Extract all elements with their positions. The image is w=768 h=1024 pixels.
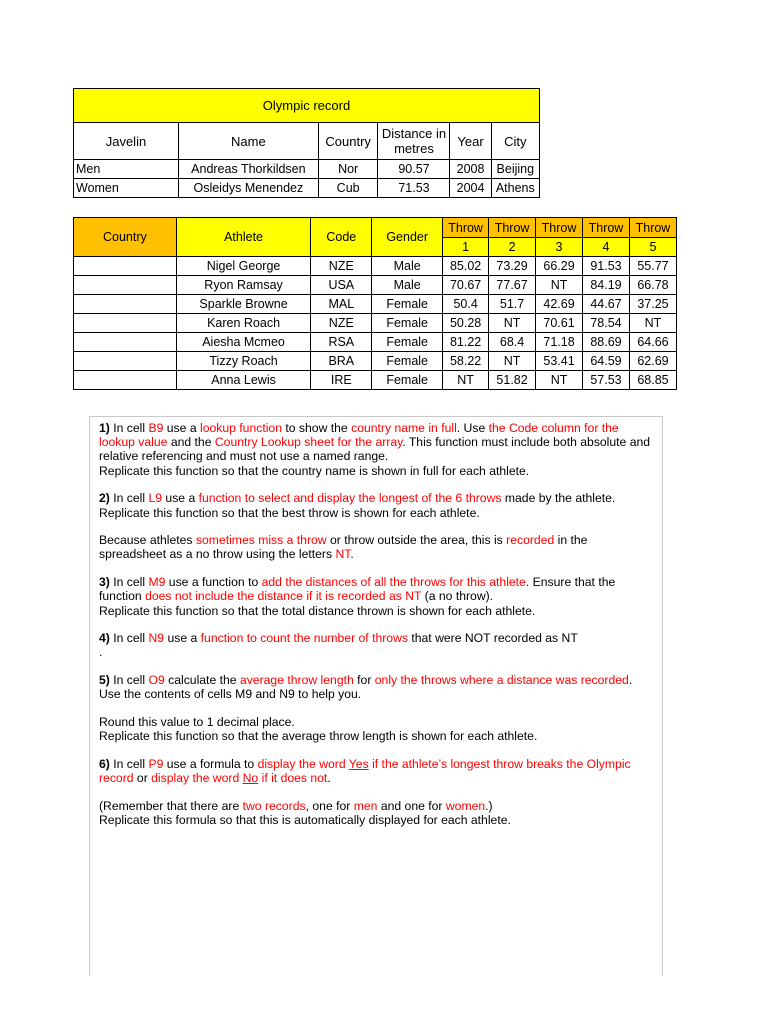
- cell: 88.69: [583, 333, 630, 352]
- cell: RSA: [311, 333, 372, 352]
- cell: 44.67: [583, 295, 630, 314]
- instruction-1: 1) In cell B9 use a lookup function to show the country name in full. Use the Code column for the lookup value and the Country Lookup sheet for the array. This function must include both absolute and relative referencing and must not use a named range. Replicate this function so that the country name is shown in full for each athlete.: [99, 421, 651, 478]
- athlete-row: [74, 314, 677, 333]
- cell: 64.66: [629, 333, 676, 352]
- cell: Beijing: [491, 160, 539, 179]
- record-row-women: [74, 179, 540, 198]
- cell: 70.61: [536, 314, 583, 333]
- instruction-2: 2) In cell L9 use a function to select and display the longest of the 6 throws made by the athlete. Replicate this function so that the best throw is shown for each athlete.: [99, 491, 616, 520]
- header-country: Country: [74, 218, 177, 257]
- cell: 81.22: [443, 333, 489, 352]
- header-name: Name: [178, 123, 318, 160]
- cell: 58.22: [443, 352, 489, 371]
- header-country: Country: [318, 123, 378, 160]
- cell: Karen Roach: [176, 314, 311, 333]
- cell: [74, 276, 177, 295]
- header-city: City: [491, 123, 539, 160]
- cell: Nigel George: [176, 257, 311, 276]
- cell: 37.25: [629, 295, 676, 314]
- cell: Women: [74, 179, 179, 198]
- cell: [74, 333, 177, 352]
- header-gender: Gender: [372, 218, 443, 257]
- cell: 71.53: [378, 179, 450, 198]
- cell: Ryon Ramsay: [176, 276, 311, 295]
- cell: NZE: [311, 257, 372, 276]
- instruction-5-rounding: Round this value to 1 decimal place. Replicate this function so that the average throw length is shown for each athlete.: [99, 715, 538, 744]
- cell: NT: [629, 314, 676, 333]
- throw-number: 1: [443, 238, 489, 257]
- cell: Male: [372, 257, 443, 276]
- cell: 71.18: [536, 333, 583, 352]
- instructions-panel: [89, 416, 663, 976]
- header-throw: Throw: [443, 218, 489, 238]
- cell: 78.54: [583, 314, 630, 333]
- record-table-title: Olympic record: [74, 89, 540, 123]
- cell: NT: [489, 352, 536, 371]
- header-athlete: Athlete: [176, 218, 311, 257]
- cell: 84.19: [583, 276, 630, 295]
- record-row-men: [74, 160, 540, 179]
- cell: Female: [372, 314, 443, 333]
- throw-number: 2: [489, 238, 536, 257]
- throw-number: 5: [629, 238, 676, 257]
- cell: 50.28: [443, 314, 489, 333]
- cell: Anna Lewis: [176, 371, 311, 390]
- cell: NT: [443, 371, 489, 390]
- throw-number: 4: [583, 238, 630, 257]
- cell: Cub: [318, 179, 378, 198]
- cell: [74, 295, 177, 314]
- athlete-row: [74, 333, 677, 352]
- cell: 2004: [450, 179, 491, 198]
- cell: 51.82: [489, 371, 536, 390]
- cell: 90.57: [378, 160, 450, 179]
- header-javelin: Javelin: [74, 123, 179, 160]
- cell: BRA: [311, 352, 372, 371]
- cell: [74, 352, 177, 371]
- athlete-row: [74, 276, 677, 295]
- header-code: Code: [311, 218, 372, 257]
- cell: 85.02: [443, 257, 489, 276]
- cell: 70.67: [443, 276, 489, 295]
- cell: Female: [372, 352, 443, 371]
- instruction-note-nt: Because athletes sometimes miss a throw or throw outside the area, this is recorded in the spreadsheet as a no throw using the letters NT.: [99, 533, 588, 562]
- athlete-row: [74, 257, 677, 276]
- cell: USA: [311, 276, 372, 295]
- header-throw: Throw: [536, 218, 583, 238]
- cell: 68.4: [489, 333, 536, 352]
- header-year: Year: [450, 123, 491, 160]
- athlete-row: [74, 295, 677, 314]
- athlete-row: [74, 371, 677, 390]
- cell: 62.69: [629, 352, 676, 371]
- cell: Men: [74, 160, 179, 179]
- cell: 77.67: [489, 276, 536, 295]
- cell: NT: [489, 314, 536, 333]
- instruction-6-reminder: (Remember that there are two records, one for men and one for women.) Replicate this formula so that this is automatically displayed for each athlete.: [99, 798, 511, 828]
- header-throw: Throw: [489, 218, 536, 238]
- cell: [74, 371, 177, 390]
- cell: 68.85: [629, 371, 676, 390]
- header-throw: Throw: [629, 218, 676, 238]
- throw-number: 3: [536, 238, 583, 257]
- cell: 73.29: [489, 257, 536, 276]
- cell: 57.53: [583, 371, 630, 390]
- cell: 66.29: [536, 257, 583, 276]
- cell: [74, 314, 177, 333]
- cell: 42.69: [536, 295, 583, 314]
- instruction-4: 4) In cell N9 use a function to count the number of throws that were NOT recorded as NT .: [99, 631, 578, 660]
- athlete-rows: [74, 257, 677, 390]
- cell: IRE: [311, 371, 372, 390]
- cell: Female: [372, 333, 443, 352]
- cell: Athens: [491, 179, 539, 198]
- cell: [74, 257, 177, 276]
- cell: MAL: [311, 295, 372, 314]
- cell: NZE: [311, 314, 372, 333]
- athlete-row: [74, 352, 677, 371]
- cell: Female: [372, 371, 443, 390]
- athletes-table: [73, 217, 677, 390]
- cell: Female: [372, 295, 443, 314]
- cell: 64.59: [583, 352, 630, 371]
- instruction-5: 5) In cell O9 calculate the average throw length for only the throws where a distance was recorded. Use the contents of cells M9 and N9 to help you.: [99, 673, 633, 702]
- cell: 2008: [450, 160, 491, 179]
- cell: Osleidys Menendez: [178, 179, 318, 198]
- cell: 53.41: [536, 352, 583, 371]
- cell: 91.53: [583, 257, 630, 276]
- cell: NT: [536, 276, 583, 295]
- cell: Sparkle Browne: [176, 295, 311, 314]
- cell: 51.7: [489, 295, 536, 314]
- instruction-6: 6) In cell P9 use a formula to display the word Yes if the athlete’s longest throw breaks the Olympic record or display the word No if it does not.: [99, 756, 631, 786]
- cell: Male: [372, 276, 443, 295]
- cell: 50.4: [443, 295, 489, 314]
- cell: Andreas Thorkildsen: [178, 160, 318, 179]
- header-throw: Throw: [583, 218, 630, 238]
- cell: Aiesha Mcmeo: [176, 333, 311, 352]
- cell: Nor: [318, 160, 378, 179]
- instruction-3: 3) In cell M9 use a function to add the distances of all the throws for this athlete. Ensure that the function does not include the distance if it is recorded as NT (a no throw). Replicate this function so that the total distance thrown is shown for each athlete.: [99, 575, 616, 618]
- header-distance: Distance in metres: [378, 123, 450, 160]
- olympic-record-table: [73, 88, 540, 198]
- cell: 55.77: [629, 257, 676, 276]
- cell: NT: [536, 371, 583, 390]
- cell: Tizzy Roach: [176, 352, 311, 371]
- cell: 66.78: [629, 276, 676, 295]
